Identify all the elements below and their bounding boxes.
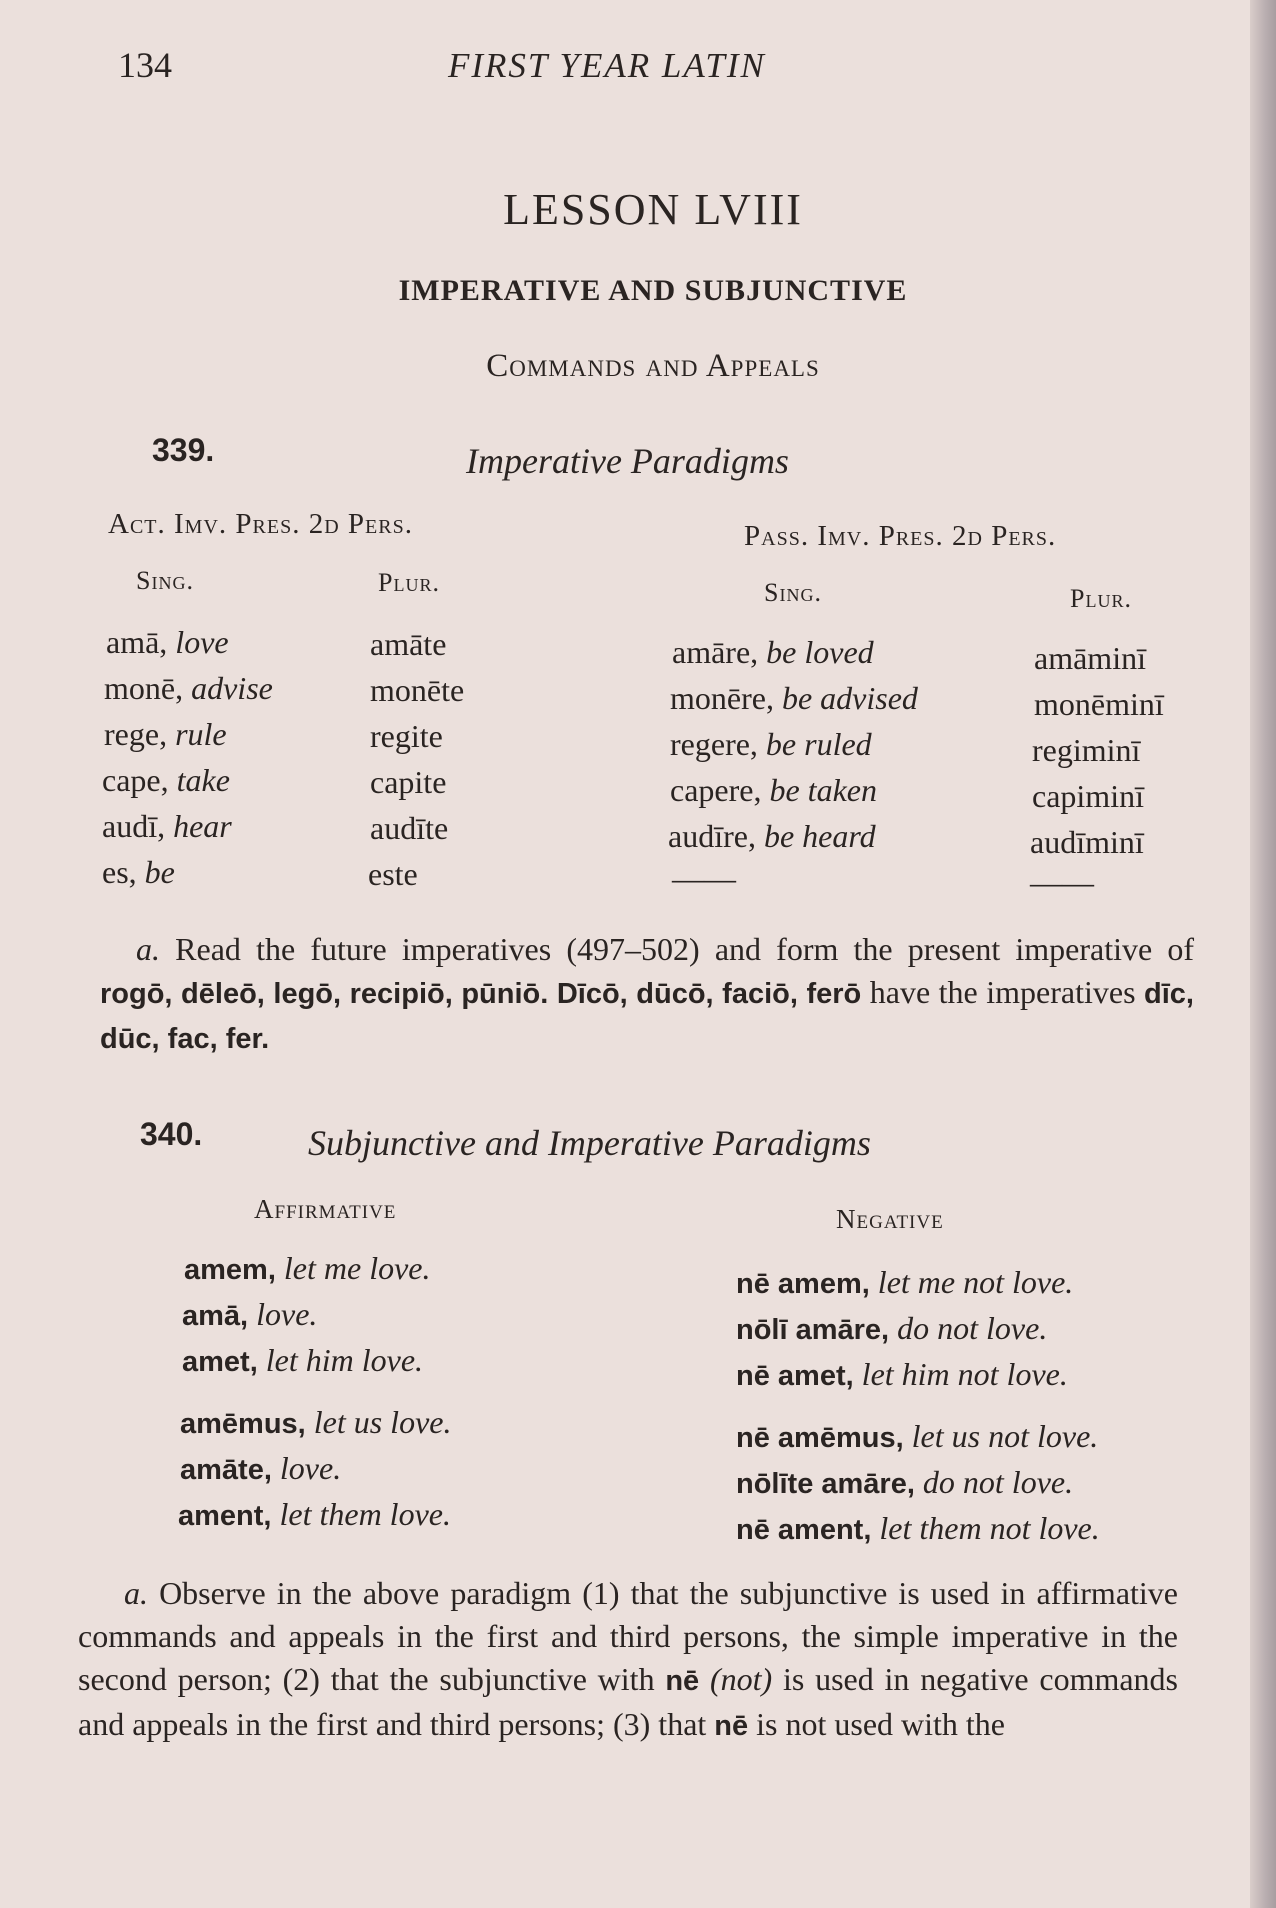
passive-imperative-header: Pass. Imv. Pres. 2d Pers. <box>744 520 1057 552</box>
english-gloss: let them not love. <box>879 1510 1100 1546</box>
passive-singular-dash: —— <box>672 860 736 896</box>
active-singular-form: rege, <box>104 716 168 752</box>
running-title: FIRST YEAR LATIN <box>448 46 766 85</box>
note-irregular-verbs: Dīcō, dūcō, faciō, ferō <box>556 978 862 1010</box>
affirmative-row <box>182 1342 423 1379</box>
english-gloss: let me not love. <box>877 1264 1074 1300</box>
note-not: (not) <box>709 1661 773 1697</box>
latin-form: nōlī amāre, <box>736 1314 890 1346</box>
latin-form: amēmus, <box>180 1408 306 1440</box>
latin-form: nē amem, <box>736 1268 870 1300</box>
latin-form: amāte, <box>180 1454 272 1486</box>
active-row <box>102 854 175 891</box>
active-plural-form: capite <box>370 764 447 800</box>
passive-row <box>668 818 876 855</box>
english-gloss: let me love. <box>283 1250 431 1286</box>
active-row <box>102 808 232 845</box>
section-340-note <box>78 1572 1178 1748</box>
english-gloss: let him love. <box>265 1342 424 1378</box>
latin-form: amet, <box>182 1346 258 1378</box>
latin-form: ament, <box>178 1500 272 1532</box>
active-imperative-header: Act. Imv. Pres. 2d Pers. <box>108 508 413 540</box>
english-gloss: let him not love. <box>861 1356 1068 1392</box>
active-singular-form: amā, <box>106 624 168 660</box>
negative-row <box>736 1264 1073 1301</box>
english-gloss: let them love. <box>279 1496 451 1532</box>
active-plural-form: amāte <box>370 626 447 662</box>
note-text: is used in negative commands and appeals in the first and third persons; (3) that <box>78 1661 1178 1742</box>
english-gloss: let us not love. <box>911 1418 1099 1454</box>
active-singular-gloss: advise <box>191 670 273 706</box>
latin-form: nē amet, <box>736 1360 854 1392</box>
negative-header: Negative <box>836 1204 944 1234</box>
negative-row <box>736 1310 1047 1347</box>
page-number: 134 <box>118 45 172 85</box>
affirmative-row <box>184 1250 430 1287</box>
active-plural-form: audīte <box>370 810 449 846</box>
note-text: Observe in the above paradigm (1) that the subjunctive is used in affirmative commands and appeals in the first and third persons, the simple imperative in the second person; (2) that the subjunctive with <box>78 1575 1179 1697</box>
active-plural-form: monēte <box>370 672 465 708</box>
negative-row <box>736 1356 1068 1393</box>
active-singular-form: monē, <box>104 670 184 706</box>
negative-row <box>736 1418 1098 1455</box>
passive-row <box>670 772 877 809</box>
passive-singular-gloss: be taken <box>769 772 877 808</box>
passive-plural-form: capiminī <box>1032 778 1144 814</box>
active-row <box>102 762 230 799</box>
passive-plural-form: regiminī <box>1032 732 1141 768</box>
note-text: is not used with the <box>756 1706 1005 1742</box>
passive-singular-gloss: be advised <box>781 680 918 716</box>
passive-singular-gloss: be heard <box>763 818 876 854</box>
section-340-heading: Subjunctive and Imperative Paradigms <box>308 1123 871 1163</box>
passive-row <box>670 726 872 763</box>
affirmative-header: Affirmative <box>254 1194 397 1224</box>
passive-singular-form: capere, <box>670 772 762 808</box>
english-gloss: let us love. <box>313 1404 452 1440</box>
english-gloss: love. <box>279 1450 342 1486</box>
passive-plural-dash: —— <box>1030 864 1094 900</box>
english-gloss: love. <box>256 1296 318 1332</box>
latin-form: nē ament, <box>736 1514 872 1546</box>
note-text: Read the future imperatives (497–502) and form the present imperative of <box>175 931 1195 967</box>
section-number-340: 340. <box>140 1116 203 1152</box>
passive-row <box>670 680 918 717</box>
passive-singular-gloss: be loved <box>766 634 874 670</box>
passive-singular-form: amāre, <box>672 634 759 670</box>
note-label: a. <box>124 1575 148 1611</box>
latin-form: amem, <box>184 1254 276 1286</box>
passive-singular-header: Sing. <box>764 578 822 607</box>
negative-row <box>736 1464 1073 1501</box>
note-verbs: rogō, dēleō, legō, recipiō, pūniō. <box>100 978 549 1010</box>
active-plural-form: este <box>368 856 418 892</box>
passive-plural-form: amāminī <box>1034 640 1146 676</box>
english-gloss: do not love. <box>922 1464 1074 1500</box>
passive-singular-form: monēre, <box>670 680 774 716</box>
note-ne: nē <box>665 1665 700 1697</box>
affirmative-row <box>182 1296 317 1333</box>
active-row <box>104 670 273 707</box>
passive-plural-form: audīminī <box>1030 824 1144 860</box>
active-singular-form: audī, <box>102 808 166 844</box>
note-label: a. <box>136 931 160 967</box>
active-plural-form: regite <box>370 718 443 754</box>
active-singular-gloss: be <box>144 854 175 890</box>
active-row <box>104 716 227 753</box>
note-imperatives: dīc, dūc, fac, fer. <box>100 978 1194 1055</box>
latin-form: amā, <box>182 1300 249 1332</box>
passive-row <box>672 634 874 671</box>
active-singular-gloss: rule <box>175 716 227 752</box>
section-number-339: 339. <box>152 432 215 468</box>
affirmative-row <box>180 1450 341 1487</box>
passive-singular-gloss: be ruled <box>765 726 872 762</box>
active-row <box>106 624 229 661</box>
english-gloss: do not love. <box>897 1310 1048 1346</box>
active-plural-header: Plur. <box>378 568 440 597</box>
lesson-title: LESSON LVIII <box>503 185 803 234</box>
active-singular-form: es, <box>102 854 137 890</box>
section-339-note <box>100 928 1194 1061</box>
active-singular-gloss: take <box>176 762 230 798</box>
passive-plural-form: monēminī <box>1034 686 1164 722</box>
affirmative-row <box>178 1496 451 1533</box>
note-text: have the imperatives <box>869 974 1136 1010</box>
passive-singular-form: audīre, <box>668 818 756 854</box>
latin-form: nē amēmus, <box>736 1422 904 1454</box>
latin-form: nōlīte amāre, <box>736 1468 915 1500</box>
lesson-subtitle: IMPERATIVE AND SUBJUNCTIVE <box>398 274 908 307</box>
passive-plural-header: Plur. <box>1070 584 1132 613</box>
negative-row <box>736 1510 1100 1547</box>
note-ne: nē <box>714 1710 749 1742</box>
affirmative-row <box>180 1404 451 1441</box>
section-heading: Commands and Appeals <box>486 348 820 384</box>
section-339-heading: Imperative Paradigms <box>466 441 789 481</box>
active-singular-gloss: hear <box>173 808 232 844</box>
active-singular-gloss: love <box>175 624 229 660</box>
active-singular-header: Sing. <box>136 566 194 595</box>
passive-singular-form: regere, <box>670 726 758 762</box>
active-singular-form: cape, <box>102 762 169 798</box>
